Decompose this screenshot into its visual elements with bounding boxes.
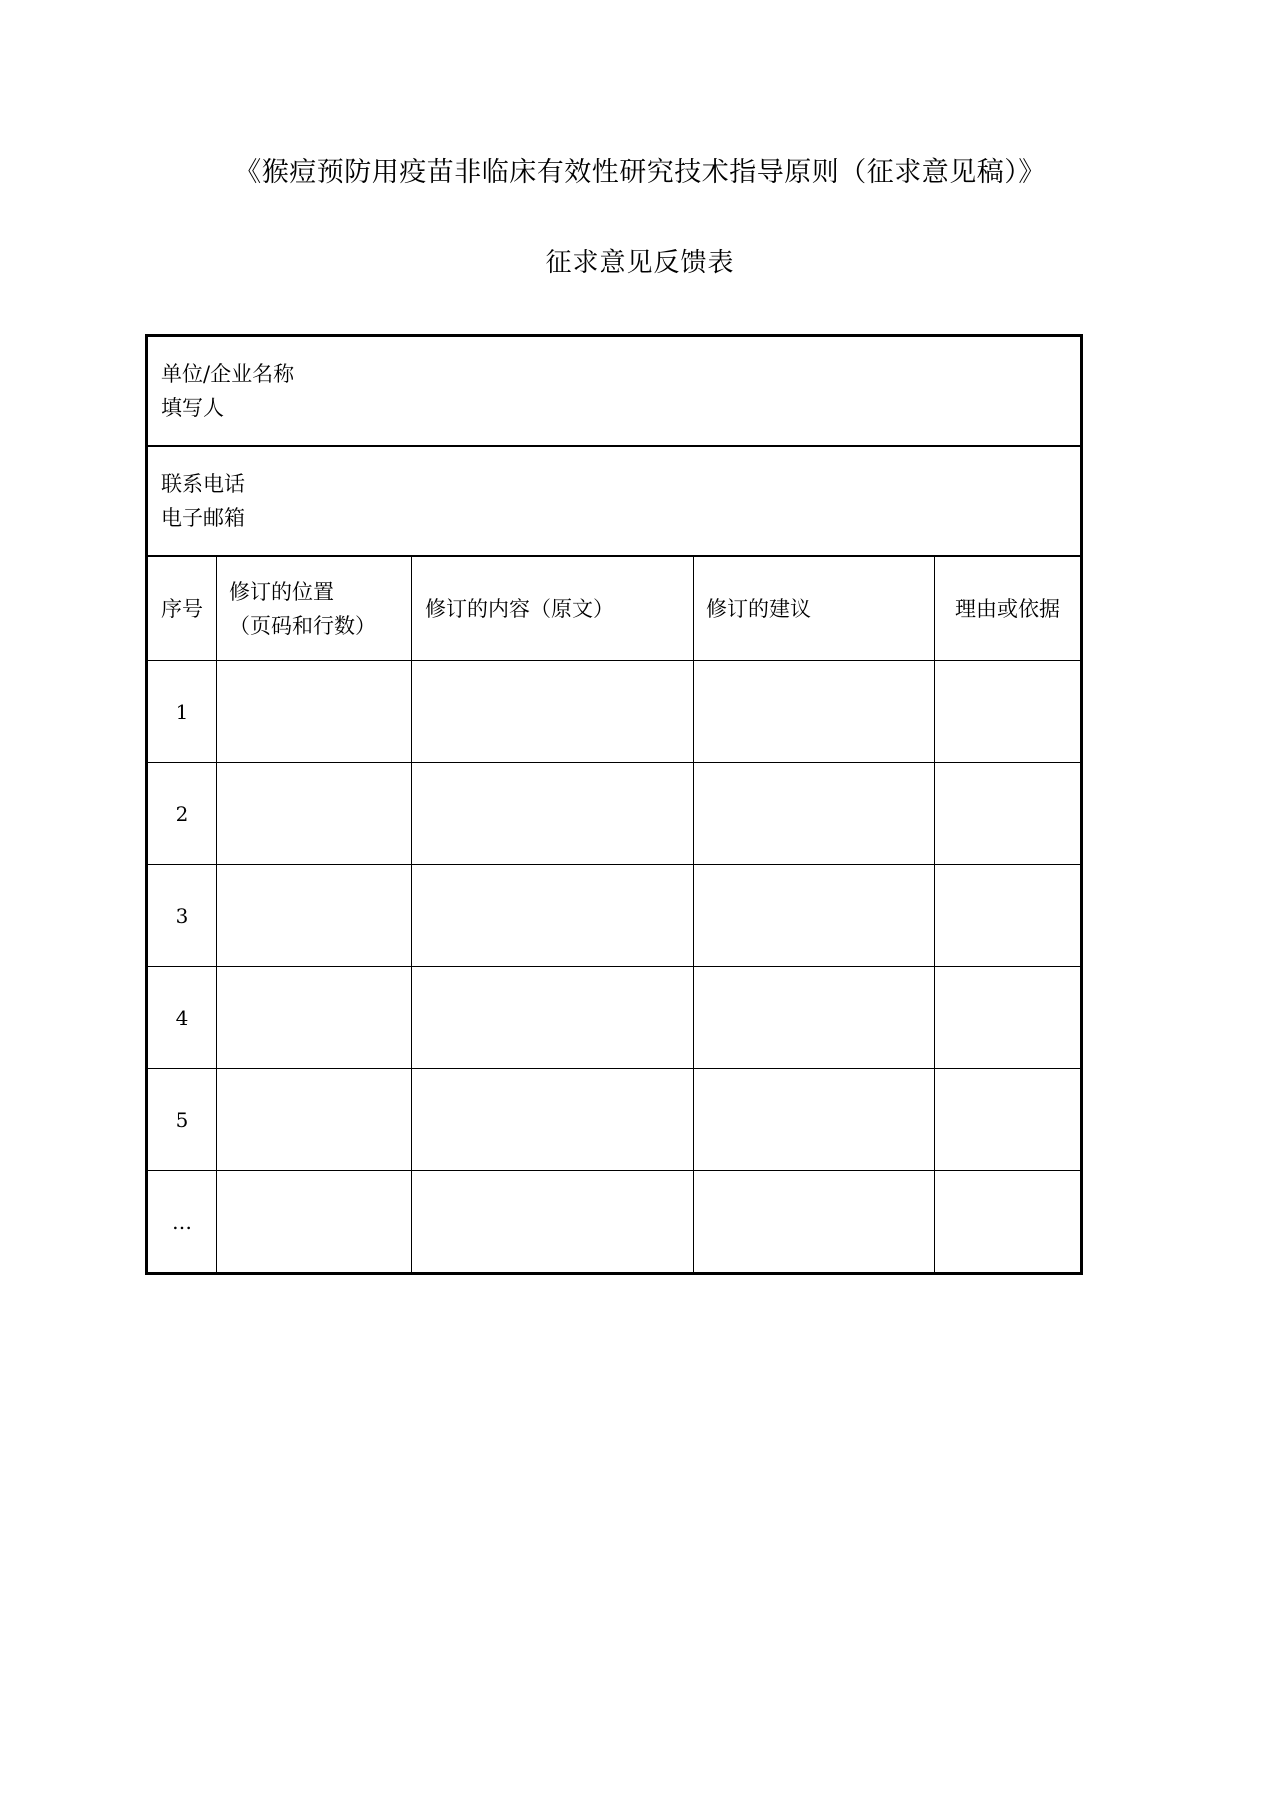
position-cell[interactable] bbox=[217, 1069, 412, 1171]
original-cell[interactable] bbox=[412, 763, 694, 865]
suggestion-cell[interactable] bbox=[694, 865, 935, 967]
position-cell[interactable] bbox=[217, 967, 412, 1069]
row-seq: … bbox=[147, 1171, 217, 1274]
reason-cell[interactable] bbox=[935, 661, 1082, 763]
feedback-table bbox=[145, 334, 1083, 1275]
row-seq: 1 bbox=[147, 661, 217, 763]
reason-cell[interactable] bbox=[935, 865, 1082, 967]
original-cell[interactable] bbox=[412, 661, 694, 763]
table-row bbox=[147, 1171, 1082, 1274]
info-row-contact bbox=[147, 446, 1082, 556]
position-cell[interactable] bbox=[217, 1171, 412, 1274]
header-suggestion: 修订的建议 bbox=[694, 556, 935, 661]
header-position bbox=[217, 556, 412, 661]
row-seq: 2 bbox=[147, 763, 217, 865]
position-cell[interactable] bbox=[217, 763, 412, 865]
email-label: 电子邮箱 bbox=[161, 506, 245, 530]
phone-label: 联系电话 bbox=[161, 472, 245, 496]
filler-label: 填写人 bbox=[161, 396, 224, 420]
header-reason: 理由或依据 bbox=[935, 556, 1082, 661]
suggestion-cell[interactable] bbox=[694, 1069, 935, 1171]
suggestion-cell[interactable] bbox=[694, 661, 935, 763]
table-row bbox=[147, 763, 1082, 865]
unit-info-cell[interactable] bbox=[147, 336, 1082, 447]
original-cell[interactable] bbox=[412, 967, 694, 1069]
reason-cell[interactable] bbox=[935, 1069, 1082, 1171]
header-position-line2: （页码和行数） bbox=[229, 613, 376, 638]
table-header-row bbox=[147, 556, 1082, 661]
unit-label: 单位/企业名称 bbox=[161, 362, 295, 386]
position-cell[interactable] bbox=[217, 661, 412, 763]
row-seq: 3 bbox=[147, 865, 217, 967]
reason-cell[interactable] bbox=[935, 1171, 1082, 1274]
original-cell[interactable] bbox=[412, 865, 694, 967]
row-seq: 4 bbox=[147, 967, 217, 1069]
position-cell[interactable] bbox=[217, 865, 412, 967]
row-seq: 5 bbox=[147, 1069, 217, 1171]
header-seq: 序号 bbox=[147, 556, 217, 661]
table-row bbox=[147, 661, 1082, 763]
reason-cell[interactable] bbox=[935, 763, 1082, 865]
contact-info-cell[interactable] bbox=[147, 446, 1082, 556]
header-position-line1: 修订的位置 bbox=[229, 579, 334, 604]
suggestion-cell[interactable] bbox=[694, 1171, 935, 1274]
table-row bbox=[147, 1069, 1082, 1171]
reason-cell[interactable] bbox=[935, 967, 1082, 1069]
document-title: 《猴痘预防用疫苗非临床有效性研究技术指导原则（征求意见稿）》 bbox=[234, 157, 1046, 188]
document-subtitle: 征求意见反馈表 bbox=[545, 248, 735, 278]
suggestion-cell[interactable] bbox=[694, 967, 935, 1069]
suggestion-cell[interactable] bbox=[694, 763, 935, 865]
header-original: 修订的内容（原文） bbox=[412, 556, 694, 661]
original-cell[interactable] bbox=[412, 1069, 694, 1171]
table-row bbox=[147, 967, 1082, 1069]
table-row bbox=[147, 865, 1082, 967]
info-row-unit bbox=[147, 336, 1082, 447]
original-cell[interactable] bbox=[412, 1171, 694, 1274]
